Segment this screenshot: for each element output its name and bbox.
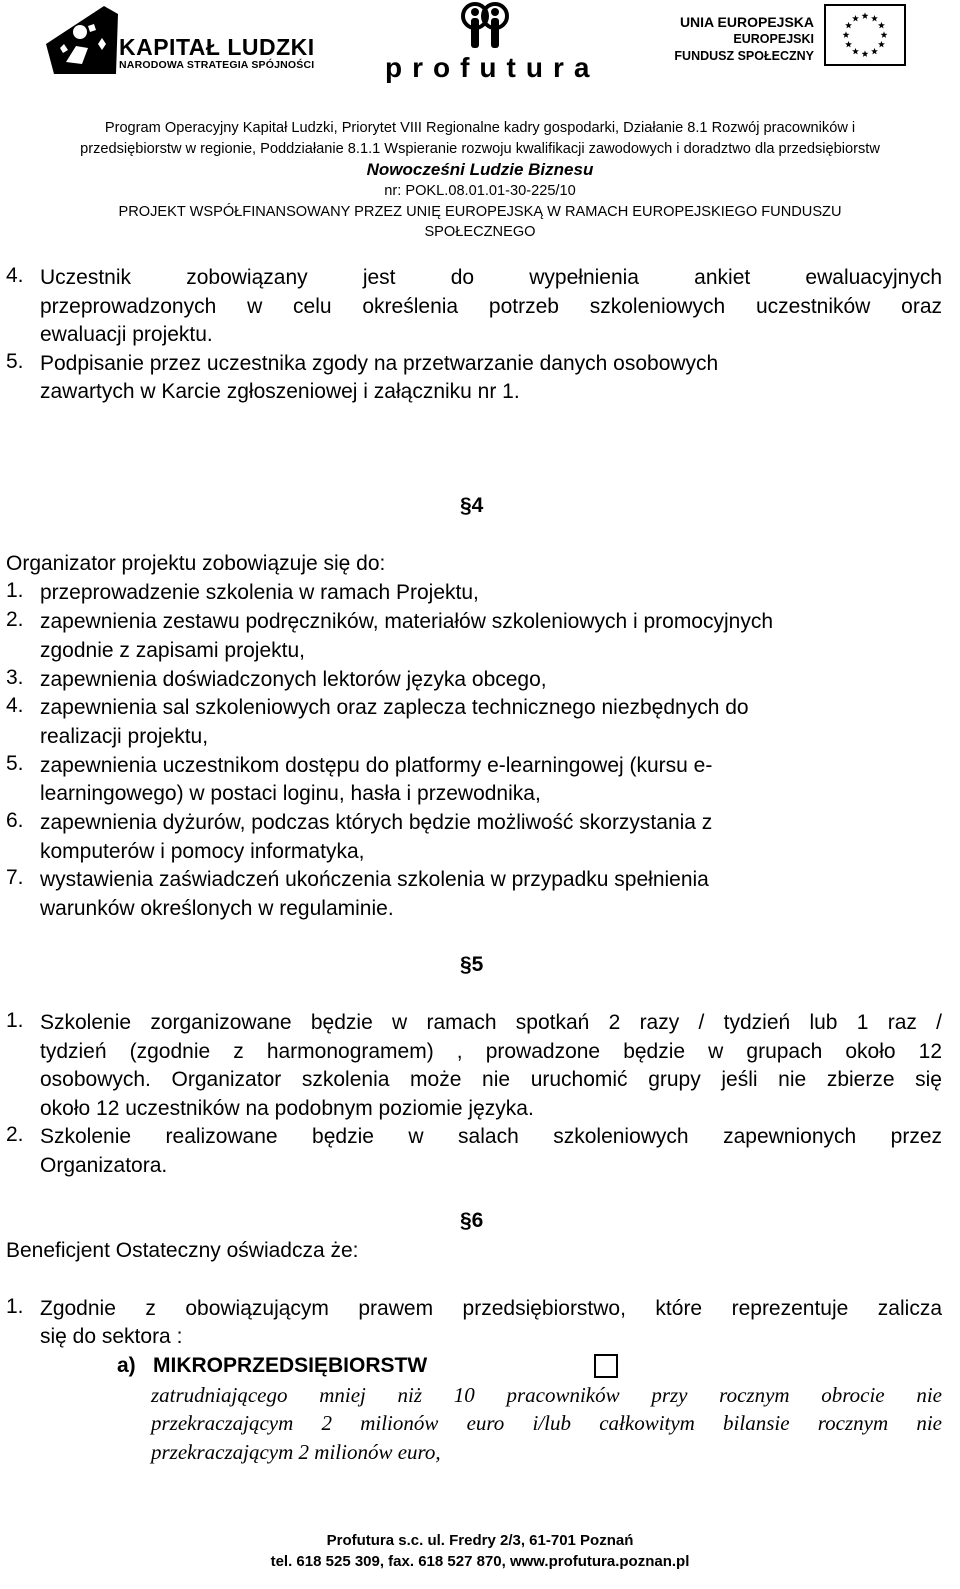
list-number: 7.	[6, 866, 24, 889]
list-number: 5.	[6, 752, 24, 775]
list-number: 4.	[6, 694, 24, 717]
eu-line2: EUROPEJSKI	[733, 32, 814, 46]
option-a-description-line: przekraczającym 2 milionów euro i/lub całkowitym bilansie rocznym nie	[151, 1411, 942, 1435]
list-item-line: Uczestnik zobowiązany jest do wypełnienia ankiet ewaluacyjnych	[40, 266, 942, 289]
option-a-label: a)	[117, 1354, 136, 1377]
list-number: 1.	[6, 579, 24, 602]
list-item-line: realizacji projektu,	[40, 725, 209, 748]
eu-logo-text	[674, 14, 814, 65]
list-item-line: przeprowadzenie szkolenia w ramach Projektu,	[40, 581, 479, 604]
list-item-line: zawartych w Karcie zgłoszeniowej i załączniku nr 1.	[40, 380, 520, 403]
project-name: Nowocześni Ludzie Biznesu	[366, 160, 594, 179]
list-number: 1.	[6, 1295, 24, 1318]
option-a-description-line: zatrudniającego mniej niż 10 pracowników przy rocznym obrocie nie	[151, 1383, 942, 1407]
section-4-heading: §4	[460, 494, 484, 517]
program-line-2: przedsiębiorstw w regionie, Poddziałanie 8.1.1 Wspieranie rozwoju kwalifikacji zawodowych i doradztwo dla przedsiębiorstw	[80, 141, 880, 157]
section-4-intro: Organizator projektu zobowiązuje się do:	[6, 552, 386, 575]
list-number: 2.	[6, 608, 24, 631]
option-a-title: MIKROPRZEDSIĘBIORSTW	[153, 1354, 428, 1377]
list-item-line: Podpisanie przez uczestnika zgody na przetwarzanie danych osobowych	[40, 352, 719, 375]
list-item-line: learningowego) w postaci loginu, hasła i przewodnika,	[40, 782, 541, 805]
kapital-ludzki-logo	[44, 4, 324, 84]
list-number: 2.	[6, 1123, 24, 1146]
cofinance-line-2: SPOŁECZNEGO	[424, 224, 536, 240]
profutura-wordmark: profutura	[385, 52, 600, 83]
list-number: 4.	[6, 264, 24, 287]
section-6-heading: §6	[460, 1209, 484, 1232]
kapital-ludzki-subtitle: NARODOWA STRATEGIA SPÓJNOŚCI	[119, 59, 315, 71]
list-item-line: się do sektora :	[40, 1325, 183, 1348]
list-item-line: osobowych. Organizator szkolenia może nie uruchomić grupy jeśli nie zbierze się	[40, 1068, 942, 1091]
list-number: 1.	[6, 1009, 24, 1032]
list-item-line: wystawienia zaświadczeń ukończenia szkolenia w przypadku spełnienia	[40, 868, 709, 891]
list-item-line: Organizatora.	[40, 1154, 168, 1177]
list-item-line: zapewnienia sal szkoleniowych oraz zaplecza technicznego niezbędnych do	[40, 696, 749, 719]
program-line-1: Program Operacyjny Kapitał Ludzki, Priorytet VIII Regionalne kadry gospodarki, Działanie 8.1 Rozwój pracowników i	[104, 120, 856, 136]
section-6-intro: Beneficjent Ostateczny oświadcza że:	[6, 1239, 359, 1262]
list-item-line: zapewnienia uczestnikom dostępu do platformy e-learningowej (kursu e-	[40, 754, 713, 777]
list-item-line: Szkolenie zorganizowane będzie w ramach spotkań 2 razy / tydzień lub 1 raz /	[40, 1011, 942, 1034]
eu-flag-icon	[824, 4, 906, 66]
list-number: 5.	[6, 350, 24, 373]
footer-contact: tel. 618 525 309, fax. 618 527 870, www.profutura.poznan.pl	[270, 1553, 690, 1570]
profutura-logo	[385, 2, 600, 92]
option-a-description-line: przekraczającym 2 milionów euro,	[151, 1440, 441, 1464]
project-number: nr: POKL.08.01.01-30-225/10	[384, 183, 576, 199]
section-5-heading: §5	[460, 953, 484, 976]
option-a-checkbox[interactable]	[594, 1354, 618, 1378]
footer-address: Profutura s.c. ul. Fredry 2/3, 61-701 Poznań	[326, 1532, 634, 1549]
list-item-line: zgodnie z zapisami projektu,	[40, 639, 305, 662]
kapital-ludzki-mark-icon	[44, 4, 122, 76]
profutura-figures-icon	[455, 2, 517, 50]
eu-line3: FUNDUSZ SPOŁECZNY	[674, 49, 814, 63]
list-number: 6.	[6, 809, 24, 832]
list-item-line: Szkolenie realizowane będzie w salach szkoleniowych zapewnionych przez	[40, 1125, 942, 1148]
list-item-line: przeprowadzonych w celu określenia potrzeb szkoleniowych uczestników oraz	[40, 295, 942, 318]
list-item-line: około 12 uczestników na podobnym poziomie języka.	[40, 1097, 534, 1120]
list-item-line: zapewnienia dyżurów, podczas których będzie możliwość skorzystania z	[40, 811, 713, 834]
list-item-line: tydzień (zgodnie z harmonogramem) , prowadzone będzie w grupach około 12	[40, 1040, 942, 1063]
list-item-line: Zgodnie z obowiązującym prawem przedsiębiorstwo, które reprezentuje zalicza	[40, 1297, 942, 1320]
list-item-line: zapewnienia zestawu podręczników, materiałów szkoleniowych i promocyjnych	[40, 610, 774, 633]
list-number: 3.	[6, 666, 24, 689]
kapital-ludzki-title: KAPITAŁ LUDZKI	[119, 34, 315, 60]
eu-line1: UNIA EUROPEJSKA	[679, 14, 814, 30]
list-item-line: zapewnienia doświadczonych lektorów języka obcego,	[40, 668, 547, 691]
list-item-line: ewaluacji projektu.	[40, 323, 213, 346]
cofinance-line-1: PROJEKT WSPÓŁFINANSOWANY PRZEZ UNIĘ EUROPEJSKĄ W RAMACH EUROPEJSKIEGO FUNDUSZU	[118, 204, 842, 220]
logo-header	[0, 0, 960, 100]
list-item-line: komputerów i pomocy informatyka,	[40, 840, 365, 863]
eu-logo	[674, 4, 934, 74]
list-item-line: warunków określonych w regulaminie.	[40, 897, 394, 920]
